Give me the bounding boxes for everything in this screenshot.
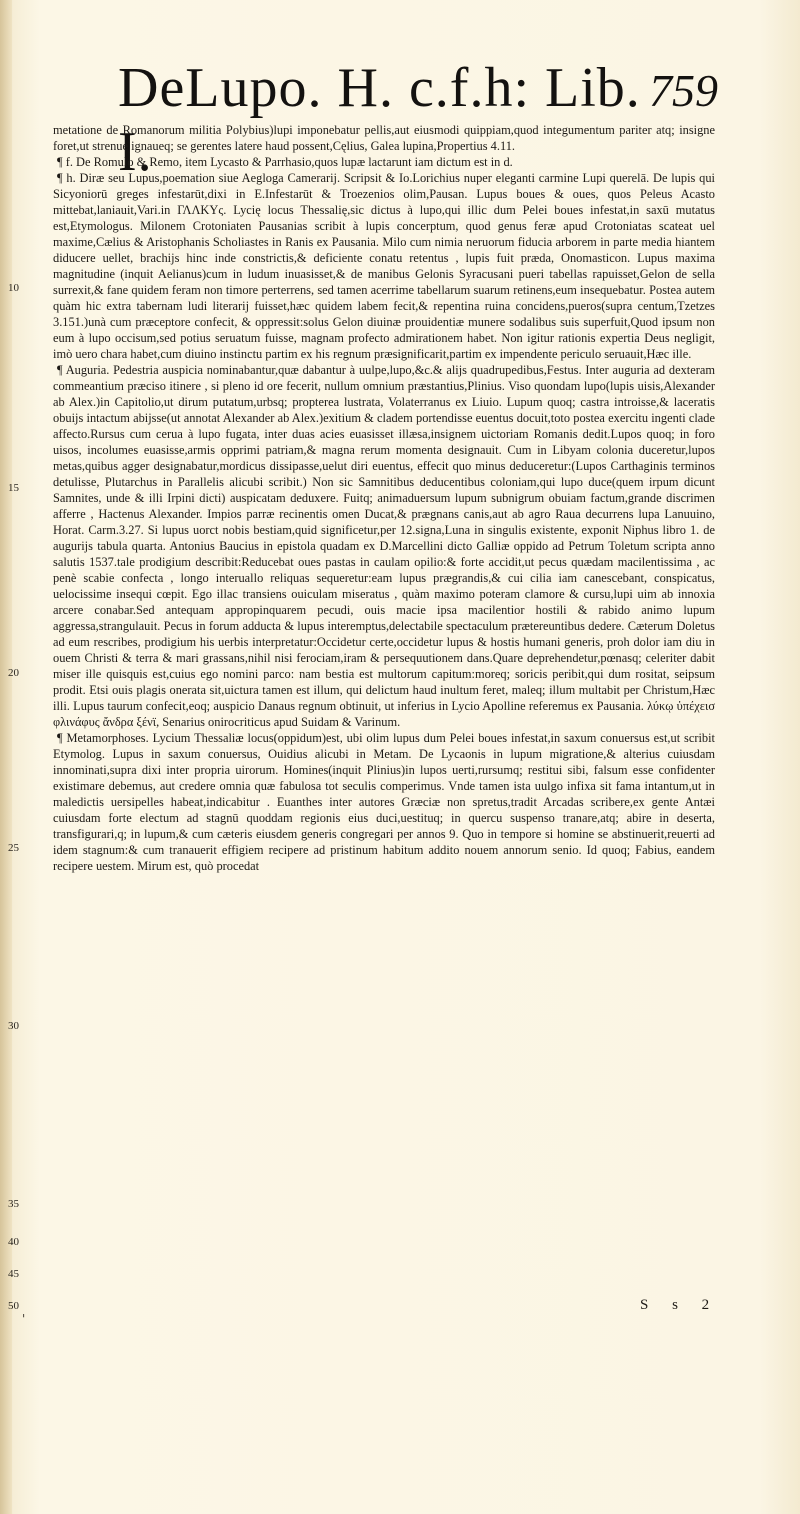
folio-number: 759: [649, 65, 718, 116]
margin-number: 50: [8, 1300, 19, 1312]
margin-number: 15: [8, 482, 19, 494]
margin-number: 10: [8, 282, 19, 294]
paragraph: metatione de Romanorum militia Polybius)lupi imponebatur pellis,aut eiusmodi quippiam,quod integumentum pariter atq; insigne foret,ut strenue ignaueq; se gerentes latere haud possent,Cęlius, Galea lupina,Propertius 4.11.: [53, 123, 715, 153]
paragraph: ¶ h. Diræ seu Lupus,poemation siue Aegloga Camerarij. Scripsit & Io.Lorichius nuper eleganti carmine Lupi querelā. De lupis qui Sicyoniorū greges infestarūt,dixi in E.Infestarūt & Troezenios olim,Pausan. Lupus boues & oues, quos Peleus Acasto mittebat,laniauit,Vari.in ΓΛΛΚΥς. Lycię locus Thessalię,sic dictus à lupo,qui illic dum Pelei boues infestat,in saxū mutatus est,Etymologus. Milonem Crotoniaten Pausanias scribit à lupis concerptum, quod genus feræ apud Crotoniatas scateat uel maxime,Cælius & Aristophanis Scholiastes in Ranis ex Pausania. Milo cum nimia neruorum fiducia arborem in parte media hiantem diducere uellet, brachijs hinc inde constrictis,& deficiente conatu retentus , lupis fuit præda, Onomasticon. Lupus maxima magnitudine (inquit Aelianus)cum in ludum inuasisset,& de manibus Gelonis Syracusani pueri tabellas rapuisset,Gelon de sella surrexit,& fane quidem feram non timore perterrens, sed tamen acerrime tabellarum suarum retinens,eum insequebatur. Postea autem quàm hic extra tabernam ludi literarij fuisset,hæc quidem labem fecit,& repentina ruina concidens,pueros(supra centum,Tzetzes 3.151.)unà cum præceptore confecit, & oppressit:solus Gelon diuinæ prouidentiæ munere sodalibus suis superfuit,Quod ipsum non eum à lupo occisum,sed potius seruatum fuisse, magnam profecto admirationem habet. Non igitur rationis expertia Deus negligit, imò uero chara habet,cum diuino instinctu partim ex his regnum præsignificarit,partim ex impendente periculo seruauit,Hæc ille.: [53, 171, 715, 361]
margin-number: 40: [8, 1236, 19, 1248]
stray-ink-mark: ': [22, 1312, 26, 1326]
paragraph: ¶ Metamorphoses. Lycium Thessaliæ locus(oppidum)est, ubi olim lupus dum Pelei boues infestat,in saxum conuersus est,ut scribit Etymolog. Lupus in saxum conuersus, Ouidius alicubi in Metam. De Lycaonis in lupum migratione,& alterius cuiusdam innominati,supra dixi inter propria uirorum. Homines(inquit Plinius)in lupos uerti,rursumq; restitui sibi, falsum esse confidenter existimare debemus, aut credere omnia quæ fabulosa tot seculis comperimus. Vnde tamen ista uulgo infixa sit fama intantum,ut in maledictis uersipelles habeat,indicabitur . Euanthes inter autores Græciæ non spretus,tradit Arcadas scribere,ex gente Antæi cuiusdam forte electum ad stagnū quoddam regionis eius duci,uestituq; in quercu suspenso tranare,atq; abire in deserta, transfigurari,q; in lupum,& cum cæteris eiusdem generis congregari per annos 9. Quo in tempore si homine se abstinuerit,reuerti ad idem stagnum:& cum tranauerit effigiem recipere ad pristinum habitum addito nouem annorum senio. Id quoq; Fabius, eandem recipere uestem. Mirum est, quò procedat: [53, 731, 715, 873]
running-title: DeLupo. H. c.f.h: Lib. I.: [118, 57, 641, 183]
paragraph: ¶ Auguria. Pedestria auspicia nominabantur,quæ dabantur à uulpe,lupo,&c.& alijs quadrupedibus,Festus. Inter auguria ad dexteram commeantium præciso itinere , si pleno id ore fecerit, nullum omnium præstantius,Plinius. Viso quondam lupo(lupis uisis,Alexander ab Alex.)in Capitolio,ut dirum putatum,urbsq; propterea lustrata, Volaterranus ex Liuio. Lupum quoq; castra introisse,& laceratis obuijs intactum abijsse(ut annotat Alexander ab Alex.)exitium & cladem portendisse euentus docuit,toto postea exercitu ingenti clade affecto.Rursus cum ceruа à lupo fugata, inter duas acies euasisset illæsa,insignem uictoriam Romanis dedit.Lupos quoq; in foro uisos, incolumes euasisse,armis opprimi patriam,& magna rerum momenta designauit. Cum in Libyam colonia duceretur,lupos metas,quibus agger designabatur,mordicus dissipasse,uelut diri euentus, effecit quo minus deduceretur:(Lupos Carthaginis terminos detulisse, Plutarchus in Parallelis alicubi scribit.) Non sic Samnitibus deducentibus coloniam,qui lupo duce(quem irpum dicunt Samnites, unde & illi Irpini dicti) auspicatam deduxere. Fuitq; animaduersum lupum subnigrum obuiam factum,grande discrimen afferre , Hactenus Alexander. Impios parræ recinentis omen Ducat,& prægnans canis,aut ab agro Raua decurrens lupa Lanuuino, Horat. Carm.3.27. Si lupus uorct nobis bestiam,quid significetur,per 12.signa,Luna in singulis existente, exponit Niphus libro 1. de augurijs tabula quarta. Antonius Baucius in epistola quadam ex D.Marcellini dicto Galliæ oppido ad Petrum Toletum scripta anno salutis 1537.tale prodigium describit:Reducebat oues pastas in caulam opilio:& forte accidit,ut pecus quædam macilentissima , ac penè scabie confecta , longo interuallo reliquas sequeretur:eam lupus prægrandis,& cui cilia iam canescebant, conspicatus, uelocissime insequi cœpit. Ego illac transiens ouiculam miseratus , quàm maximo poteram clamore & cursu,lupi uim ab innoxia arcere conabar.Sed antequam appropinquarem pecudi, ouis macie ipsa macilentior hostili & rabido animo lupum aggressa,strangulauit. Pecus in forum adducta & lupus interemptus,delectabile spectaculum prætereuntibus dedere. Cæterum Doletus ad eum rescribes, prodigium his uerbis interpretatur:Occidetur certe,occidetur lupus & hostis humani generis, proh dolor iam diu in ouem Christi & terra & mari grassans,nihil nisi ferociam,iram & persequutionem dans.Quare deprehendetur,pœnasq; celeriter dabit miser ille quisquis est,cuius ego nomini parco: nam bestia est multorum capitum:moreq; soricis peribit,qui dum rositat, seipsum prodit. Etsi ouis plagis onerata sit,uictura tamen est illum, qui delictum haud inultum feret, maleq; illum multabit per Christum,Hæc illi. Lupus taurum confecit,eoq; auspicio Danaus regnum obtinuit, ut inferius in Lycio Apolline referemus ex Pausania. λύκῳ ὑπέχεισ φλινάφυς ἄνδρα ξένϊ, Senarius onirocriticus apud Suidam & Varinum.: [53, 363, 715, 729]
body-text: [53, 122, 715, 874]
margin-number: 20: [8, 667, 19, 679]
page-binding-edge: [0, 0, 12, 1514]
paragraph: ¶ f. De Romulo & Remo, item Lycasto & Parrhasio,quos lupæ lactarunt iam dictum est in d.: [57, 155, 513, 169]
margin-number: 45: [8, 1268, 19, 1280]
signature-mark: S s 2: [640, 1297, 720, 1313]
margin-number: 25: [8, 842, 19, 854]
margin-number: 30: [8, 1020, 19, 1032]
margin-number: 35: [8, 1198, 19, 1210]
